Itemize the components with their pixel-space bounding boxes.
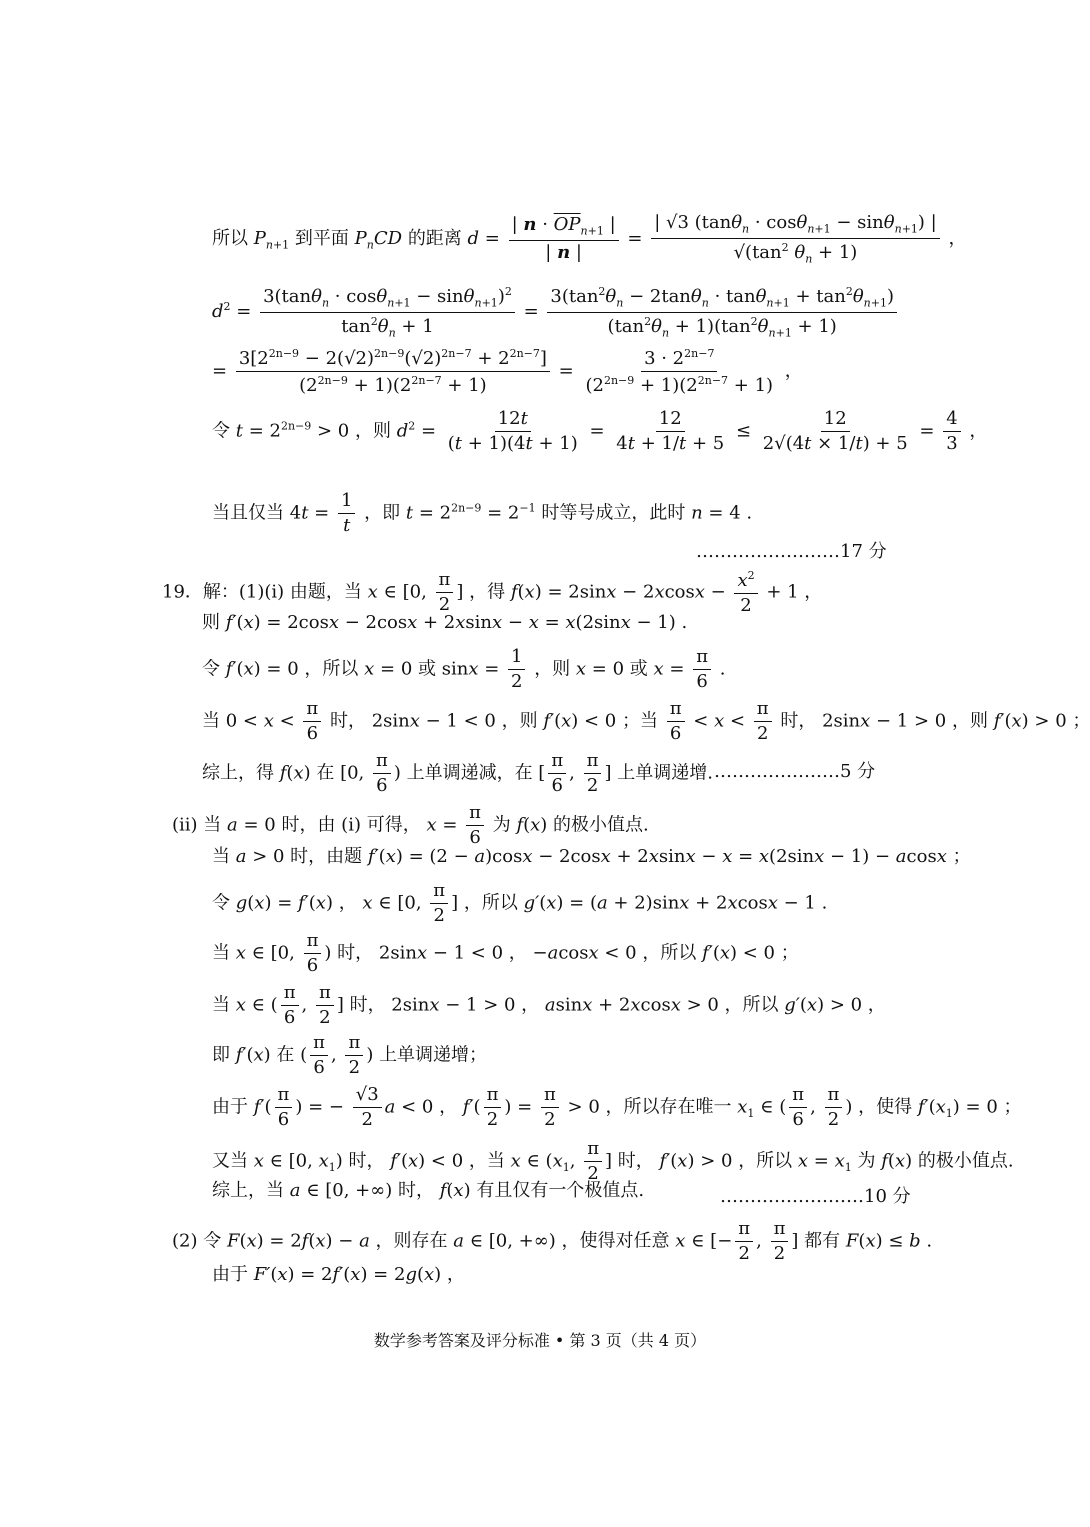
derivative-line: 则 f′(x) = 2cosx − 2cosx + 2xsinx − x = x(2sinx − 1) . [202,612,688,633]
sign-line: 当 0 < x < $\frac{\pi}{6}$ 时， 2sinx − 1 < 0 ，则 f′(x) < 0 ；当 $\frac{\pi}{6}$ < x < $\frac{\pi}{2}$ 时， 2sinx − 1 > 0 ，则 f′(x) > 0 ； [202,698,1090,744]
score-10: ……………………10 分 [720,1186,911,1207]
a-positive-line: 当 a > 0 时，由题 f′(x) = (2 − a)cosx − 2cosx + 2xsinx − x = x(2sinx − 1) − acosx ； [212,846,971,867]
page-footer: 数学参考答案及评分标准 • 第 3 页（共 4 页） [373,1331,707,1350]
conclusion-line: 综上，当 a ∈ [0, +∞) 时， f(x) 有且仅有一个极值点. [212,1180,645,1201]
score-5: …………………5 分 [714,761,876,782]
equality-line: 当且仅当 4t = $\frac{1}{t}$ ，即 $t = 2^{2n-9} = 2^{-1}$ 时等号成立，此时 n = 4 . [212,490,753,536]
let-t-line: 令 $t = 2^{2n-9} > 0$ ，则 $d^2$ = $\frac{12t}{(t + 1)(4t + 1)}$ = $\frac{12}{4t + 1/t + 5}$ ≤ $\frac{12}{2√(4t \times 1/t) + 5}$ = $\frac{4}{3}$ ， [212,408,988,454]
q19-intro: 19．解：(1)(i) 由题，当 x ∈ [0, $\frac{\pi}{2}$ ] ，得 f(x) = 2sinx − 2xcosx − $\frac{x^2}{2}$ + 1 ， [162,569,823,616]
part2-line: (2) 令 F(x) = 2f(x) − a ，则存在 a ∈ [0, +∞) ，使得对任意 x ∈ [− $\frac{\pi}{2}$ , $\frac{\pi}{2}$ ] 都有 F(x) ≤ b . [172,1218,933,1264]
unique-root-line: 由于 f′( $\frac{\pi}{6}$ ) = − $\frac{√3}{2}$ a < 0 ， f′( $\frac{\pi}{2}$ ) = $\frac{\pi}{2}$ > 0 ，所以存在唯一 $x_1$ ∈ ( $\frac{\pi}{6}$ , $\frac{\pi}{2}$ ) ，使得 $f'(x_1) = 0$ ； [212,1084,1022,1130]
monotonic-line: 综上，得 f(x) 在 [0, $\frac{\pi}{6}$ ) 上单调递减，在 [ $\frac{\pi}{6}$ , $\frac{\pi}{2}$ ] 上单调递增. [202,750,713,796]
score-17: ……………………17 分 [696,541,887,562]
F-derivative-line: 由于 F′(x) = 2f′(x) = 2g(x) ， [212,1264,465,1285]
min-point-line: 又当 x ∈ [0, $x_1$) 时， f′(x) < 0 ，当 x ∈ ($x_1$, $\frac{\pi}{2}$ ] 时， f′(x) > 0 ，所以 $x = x_1$ 为 f(x) 的极小值点. [212,1138,1014,1184]
part-ii-intro: (ii) 当 a = 0 时，由 (i) 可得， x = $\frac{\pi}{6}$ 为 f(x) 的极小值点. [172,802,649,848]
g-define-line: 令 g(x) = f′(x) ， x ∈ [0, $\frac{\pi}{2}$ ] ，所以 g′(x) = (a + 2)sinx + 2xcosx − 1 . [212,880,828,926]
interval2-line: 当 x ∈ ( $\frac{\pi}{6}$ , $\frac{\pi}{2}$ ] 时， 2sinx − 1 > 0 ， asinx + 2xcosx > 0 ，所以 g′(x) > 0 ， [212,982,886,1028]
increasing-line: 即 f′(x) 在 ( $\frac{\pi}{6}$ , $\frac{\pi}{2}$ ) 上单调递增； [212,1032,488,1078]
interval1-line: 当 x ∈ [0, $\frac{\pi}{6}$ ) 时， 2sinx − 1 < 0 ， −acosx < 0 ，所以 f′(x) < 0 ； [212,930,799,976]
d-squared-line: $d^2$ = $\frac{3(\tan\theta_n \cdot \cos\theta_{n+1} - \sin\theta_{n+1})^2}{\tan^2\theta_n + 1}$ = $\frac{3(\tan^2\theta_n - 2\tan\theta_n \cdot \tan\theta_{n+1} + \tan^2\theta_{n+1})}{(\tan^2\theta_n + 1)(\tan^2\theta_{n+1} + 1)}$ [212,286,900,338]
distance-formula-line: 所以 $P_{n+1}$ 到平面 $P_nCD$ 的距离 d = | $n \cdot \overline{OP}_{n+1}$ | | n | = $\frac{| √3 (\tan\theta_n \cdot \cos\theta_{n+1} - \sin\theta_{n+1}) |}{√(\tan^2 \theta_n + 1)}$ ， [212,212,967,266]
substitution-line: = $\frac{3[2^{2n-9} - 2(√2)^{2n-9}(√2)^{2n-7} + 2^{2n-7}]}{(2^{2n-9} + 1)(2^{2n-7} + 1)}$ = $\frac{3 \cdot 2^{2n-7}}{(2^{2n-9} + 1)(2^{2n-7} + 1)}$ ， [212,347,803,396]
zeros-line: 令 f′(x) = 0 ，所以 x = 0 或 sinx = $\frac{1}{2}$ ，则 x = 0 或 x = $\frac{\pi}{6}$ . [202,646,726,692]
